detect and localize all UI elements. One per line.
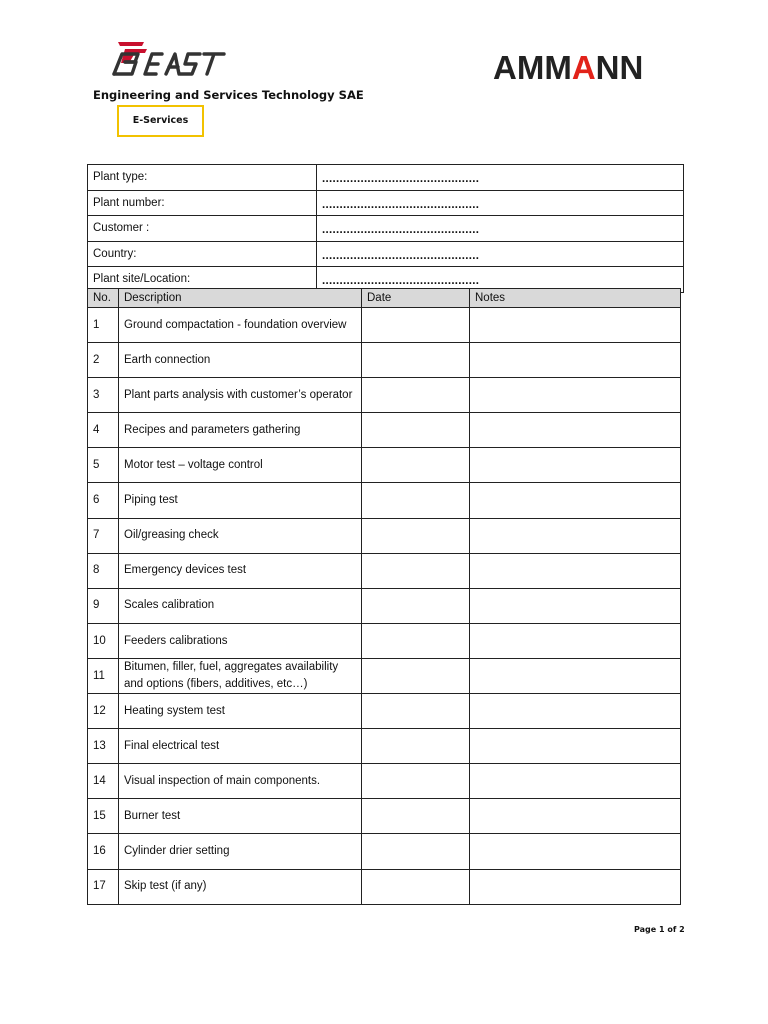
checklist-number: 14 bbox=[88, 764, 119, 799]
checklist-row bbox=[88, 869, 681, 904]
checklist-notes-cell[interactable] bbox=[470, 483, 681, 518]
checklist-row bbox=[88, 658, 681, 693]
info-value-field[interactable]: ............................................. bbox=[317, 216, 684, 242]
info-value-field[interactable]: ............................................. bbox=[317, 165, 684, 191]
checklist-date-cell[interactable] bbox=[362, 834, 470, 869]
info-value-field[interactable]: ............................................. bbox=[317, 241, 684, 267]
checklist-number: 17 bbox=[88, 869, 119, 904]
checklist-row bbox=[88, 448, 681, 483]
checklist-date-cell[interactable] bbox=[362, 483, 470, 518]
checklist-notes-cell[interactable] bbox=[470, 378, 681, 413]
checklist-row bbox=[88, 729, 681, 764]
info-label: Plant number: bbox=[88, 190, 317, 216]
beast-logo bbox=[112, 40, 232, 78]
column-header-date: Date bbox=[362, 289, 470, 308]
checklist-notes-cell[interactable] bbox=[470, 799, 681, 834]
checklist-date-cell[interactable] bbox=[362, 729, 470, 764]
checklist-row bbox=[88, 799, 681, 834]
checklist-notes-cell[interactable] bbox=[470, 588, 681, 623]
checklist-date-cell[interactable] bbox=[362, 588, 470, 623]
company-name: Engineering and Services Technology SAE bbox=[93, 88, 364, 102]
checklist-description: Heating system test bbox=[119, 694, 362, 729]
checklist-row bbox=[88, 764, 681, 799]
info-value-field[interactable]: ............................................. bbox=[317, 190, 684, 216]
checklist-notes-cell[interactable] bbox=[470, 308, 681, 343]
checklist-number: 9 bbox=[88, 588, 119, 623]
checklist-notes-cell[interactable] bbox=[470, 518, 681, 553]
checklist-description: Feeders calibrations bbox=[119, 623, 362, 658]
ammann-logo-accent-letter: A bbox=[571, 49, 596, 86]
commissioning-checklist-table bbox=[87, 288, 681, 905]
checklist-date-cell[interactable] bbox=[362, 658, 470, 693]
checklist-date-cell[interactable] bbox=[362, 378, 470, 413]
checklist-notes-cell[interactable] bbox=[470, 658, 681, 693]
ammann-logo bbox=[493, 51, 643, 84]
checklist-number: 5 bbox=[88, 448, 119, 483]
checklist-number: 2 bbox=[88, 343, 119, 378]
page-number: Page 1 of 2 bbox=[634, 925, 685, 934]
checklist-number: 3 bbox=[88, 378, 119, 413]
checklist-number: 10 bbox=[88, 623, 119, 658]
checklist-number: 13 bbox=[88, 729, 119, 764]
checklist-notes-cell[interactable] bbox=[470, 869, 681, 904]
info-row bbox=[88, 241, 684, 267]
checklist-date-cell[interactable] bbox=[362, 308, 470, 343]
checklist-description: Plant parts analysis with customer’s operator bbox=[119, 378, 362, 413]
checklist-number: 4 bbox=[88, 413, 119, 448]
checklist-notes-cell[interactable] bbox=[470, 623, 681, 658]
info-value-field[interactable]: ............................................. bbox=[317, 267, 684, 293]
checklist-date-cell[interactable] bbox=[362, 623, 470, 658]
checklist-header-row bbox=[88, 289, 681, 308]
checklist-date-cell[interactable] bbox=[362, 413, 470, 448]
checklist-number: 1 bbox=[88, 308, 119, 343]
info-row bbox=[88, 190, 684, 216]
column-header-notes: Notes bbox=[470, 289, 681, 308]
checklist-notes-cell[interactable] bbox=[470, 413, 681, 448]
checklist-row bbox=[88, 834, 681, 869]
checklist-row bbox=[88, 553, 681, 588]
info-label: Plant type: bbox=[88, 165, 317, 191]
checklist-description: Burner test bbox=[119, 799, 362, 834]
checklist-date-cell[interactable] bbox=[362, 694, 470, 729]
plant-info-table bbox=[87, 164, 684, 293]
checklist-date-cell[interactable] bbox=[362, 553, 470, 588]
checklist-row bbox=[88, 588, 681, 623]
checklist-date-cell[interactable] bbox=[362, 764, 470, 799]
checklist-description: Ground compactation - foundation overview bbox=[119, 308, 362, 343]
info-row bbox=[88, 165, 684, 191]
checklist-row bbox=[88, 623, 681, 658]
eservices-box: E-Services bbox=[117, 105, 204, 137]
checklist-notes-cell[interactable] bbox=[470, 764, 681, 799]
checklist-description: Recipes and parameters gathering bbox=[119, 413, 362, 448]
checklist-row bbox=[88, 483, 681, 518]
checklist-row bbox=[88, 518, 681, 553]
checklist-row bbox=[88, 694, 681, 729]
checklist-number: 6 bbox=[88, 483, 119, 518]
checklist-row bbox=[88, 308, 681, 343]
checklist-description: Earth connection bbox=[119, 343, 362, 378]
checklist-notes-cell[interactable] bbox=[470, 448, 681, 483]
checklist-description: Bitumen, filler, fuel, aggregates availability and options (fibers, additives, etc…) bbox=[119, 658, 362, 693]
checklist-description: Piping test bbox=[119, 483, 362, 518]
checklist-row bbox=[88, 413, 681, 448]
checklist-notes-cell[interactable] bbox=[470, 343, 681, 378]
checklist-notes-cell[interactable] bbox=[470, 694, 681, 729]
checklist-description: Emergency devices test bbox=[119, 553, 362, 588]
checklist-number: 12 bbox=[88, 694, 119, 729]
checklist-description: Visual inspection of main components. bbox=[119, 764, 362, 799]
checklist-description: Motor test – voltage control bbox=[119, 448, 362, 483]
checklist-row bbox=[88, 343, 681, 378]
checklist-number: 16 bbox=[88, 834, 119, 869]
checklist-description: Skip test (if any) bbox=[119, 869, 362, 904]
checklist-description: Scales calibration bbox=[119, 588, 362, 623]
checklist-notes-cell[interactable] bbox=[470, 834, 681, 869]
checklist-date-cell[interactable] bbox=[362, 448, 470, 483]
info-label: Customer : bbox=[88, 216, 317, 242]
checklist-number: 7 bbox=[88, 518, 119, 553]
info-label: Plant site/Location: bbox=[88, 267, 317, 293]
checklist-number: 15 bbox=[88, 799, 119, 834]
column-header-description: Description bbox=[119, 289, 362, 308]
checklist-description: Final electrical test bbox=[119, 729, 362, 764]
checklist-date-cell[interactable] bbox=[362, 343, 470, 378]
checklist-notes-cell[interactable] bbox=[470, 553, 681, 588]
checklist-number: 8 bbox=[88, 553, 119, 588]
checklist-description: Cylinder drier setting bbox=[119, 834, 362, 869]
checklist-date-cell[interactable] bbox=[362, 799, 470, 834]
checklist-description: Oil/greasing check bbox=[119, 518, 362, 553]
checklist-date-cell[interactable] bbox=[362, 869, 470, 904]
checklist-date-cell[interactable] bbox=[362, 518, 470, 553]
info-row bbox=[88, 216, 684, 242]
info-label: Country: bbox=[88, 241, 317, 267]
ammann-logo-text-start: AMM bbox=[493, 49, 572, 86]
ammann-logo-text-end: NN bbox=[595, 49, 644, 86]
checklist-number: 11 bbox=[88, 658, 119, 693]
checklist-row bbox=[88, 378, 681, 413]
column-header-no: No. bbox=[88, 289, 119, 308]
checklist-notes-cell[interactable] bbox=[470, 729, 681, 764]
